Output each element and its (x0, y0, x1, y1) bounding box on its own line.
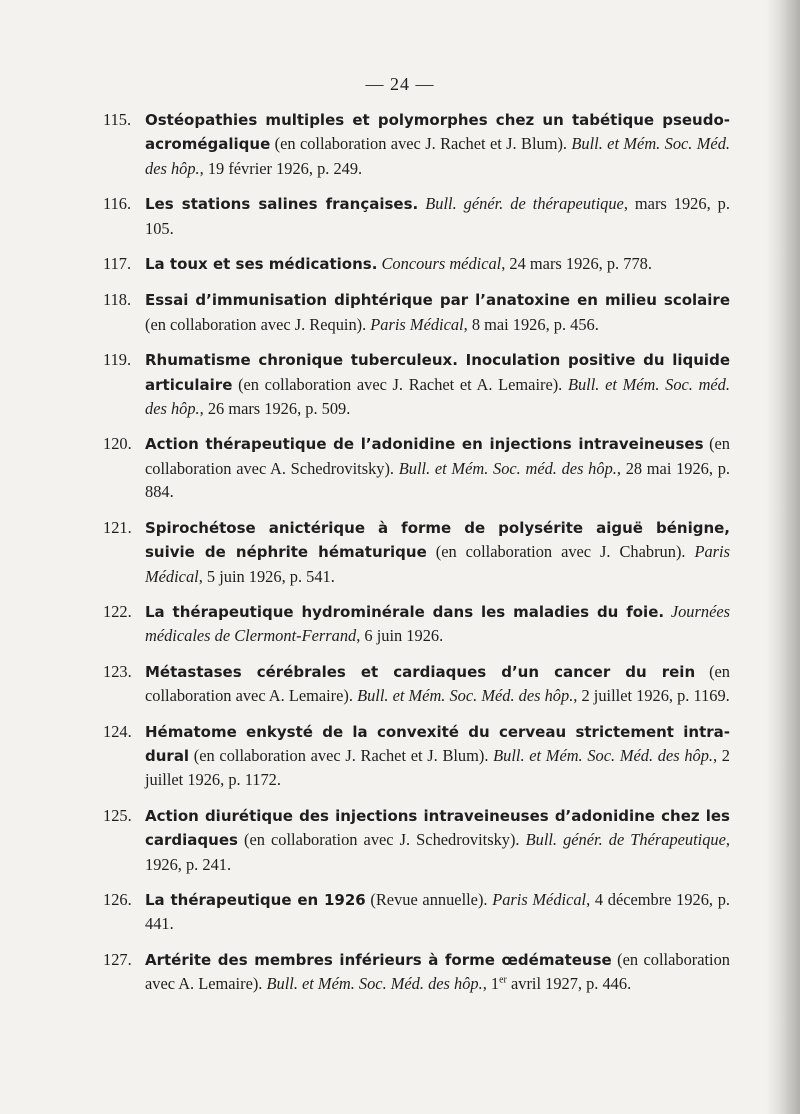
entry-text: (en collaboration avec A. Lemaire). (145, 661, 730, 706)
entry-text: (en collaboration avec J. Rachet et A. Lemaire). (232, 374, 568, 394)
entry-source: Bull. génér. de Thérapeutique (525, 830, 726, 850)
entry-source: Paris Médical (145, 542, 730, 586)
entry-tail: , 8 mai 1926, p. 456. (463, 314, 599, 334)
list-item (103, 432, 730, 503)
entry-tail: , mars 1926, p. 105. (145, 194, 730, 238)
entry-source: Bull. et Mém. Soc. Méd. des hôp. (145, 134, 731, 178)
entry-text: (en collaboration avec J. Requin). (145, 314, 371, 334)
entry-number: 118. (103, 290, 132, 310)
list-item (103, 660, 730, 708)
entry-tail: , 2 juillet 1926, p. 1169. (573, 686, 730, 706)
entry-title: La toux et ses médications. (145, 255, 378, 274)
entry-text: (en collaboration avec J. Schedrovitsky). (237, 830, 526, 850)
entry-tail: , 2 juillet 1926, p. 1172. (145, 745, 730, 790)
entry-text: (en collaboration avec A. Lemaire). (145, 949, 730, 994)
list-item (103, 252, 730, 276)
entry-number: 119. (103, 350, 132, 370)
entry-title: Action diurétique des injections intraveineuses d’adonidine chez les cardiaques (145, 806, 730, 850)
entry-source: Paris Médical (492, 889, 587, 909)
entry-title: Action thérapeutique de l’adonidine en injections intraveineuses (145, 435, 704, 454)
entry-number: 116. (103, 194, 132, 214)
list-item (103, 288, 730, 336)
list-item (103, 192, 730, 240)
entry-tail: , 6 juin 1926. (356, 626, 444, 646)
entry-source: Bull. et Mém. Soc. Méd. des hôp. (266, 974, 483, 994)
entry-title: Ostéopathies multiples et polymorphes chez un tabétique pseudo-acromégalique (145, 111, 730, 154)
entry-number: 121. (103, 517, 132, 537)
entry-source: Paris Médical (370, 314, 464, 334)
entry-tail: , 19 février 1926, p. 249. (199, 158, 363, 178)
entry-tail: , 1926, p. 241. (145, 830, 731, 874)
list-item (103, 108, 730, 180)
entry-title: La thérapeutique hydrominérale dans les maladies du foie. (145, 602, 665, 621)
entry-number: 123. (103, 661, 132, 681)
entry-text: (en collaboration avec J. Rachet et J. Blum). (270, 134, 572, 154)
entry-title: Hématome enkysté de la convexité du cerveau strictement intra-dural (145, 722, 730, 765)
entry-source: Bull. génér. de thérapeutique (425, 194, 624, 214)
entry-number: 122. (103, 601, 132, 621)
page-number: — 24 — (365, 74, 435, 94)
entry-tail: , 5 juin 1926, p. 541. (198, 566, 335, 586)
entry-source: Bull. et Mém. Soc. Méd. des hôp. (357, 686, 574, 706)
list-item (103, 888, 730, 936)
entry-text: (en collaboration avec J. Chabrun). (426, 542, 695, 562)
entry-number: 125. (103, 805, 132, 825)
entry-number: 126. (103, 889, 132, 909)
entry-tail-prefix: , 1 (482, 974, 500, 994)
entry-title: Essai d’immunisation diphtérique par l’anatoxine en milieu scolaire (145, 291, 730, 310)
entry-title: Spirochétose anictérique à forme de polysérite aiguë bénigne, suivie de néphrite hématurique (145, 518, 730, 562)
list-item (103, 720, 730, 792)
entry-source: Concours médical (381, 254, 502, 274)
page-edge-shadow (766, 0, 800, 1114)
list-item (103, 948, 730, 996)
entry-title: Métastases cérébrales et cardiaques d’un cancer du rein (145, 662, 696, 681)
entry-source: Bull. et Mém. Soc. méd. des hôp. (398, 458, 617, 478)
entry-text: (en collaboration avec J. Rachet et J. Blum). (189, 745, 494, 765)
list-item (103, 600, 730, 648)
entry-title: La thérapeutique en 1926 (145, 890, 366, 909)
list-item (103, 516, 730, 588)
entry-tail: avril 1927, p. 446. (506, 974, 632, 994)
entry-text (664, 602, 671, 621)
entry-source: Journées médicales de Clermont-Ferrand (145, 601, 730, 646)
entry-source: Bull. et Mém. Soc. Méd. des hôp. (493, 745, 713, 765)
entry-number: 117. (103, 254, 132, 274)
entry-title: Les stations salines françaises. (145, 195, 419, 214)
entry-title: Artérite des membres inférieurs à forme œdémateuse (145, 950, 612, 969)
entry-text: (Revue annuelle). (365, 889, 493, 909)
entry-number: 124. (103, 721, 132, 741)
entry-source: Bull. et Mém. Soc. méd. des hôp. (145, 374, 730, 419)
entry-number: 127. (103, 949, 132, 969)
entry-text: (en collaboration avec A. Schedrovitsky). (145, 434, 730, 478)
entry-tail: , 26 mars 1926, p. 509. (199, 399, 351, 419)
entry-tail: , 4 décembre 1926, p. 441. (145, 889, 730, 934)
list-item (103, 804, 730, 876)
entry-tail: , 24 mars 1926, p. 778. (501, 254, 652, 274)
entry-title: Rhumatisme chronique tuberculeux. Inoculation positive du liquide articulaire (145, 351, 730, 394)
bibliography-list (103, 108, 730, 1008)
list-item (103, 348, 730, 420)
entry-tail: , 28 mai 1926, p. 884. (145, 458, 730, 502)
entry-number: 120. (103, 434, 132, 454)
ordinal-superscript: er (499, 974, 507, 986)
entry-number: 115. (103, 110, 132, 129)
